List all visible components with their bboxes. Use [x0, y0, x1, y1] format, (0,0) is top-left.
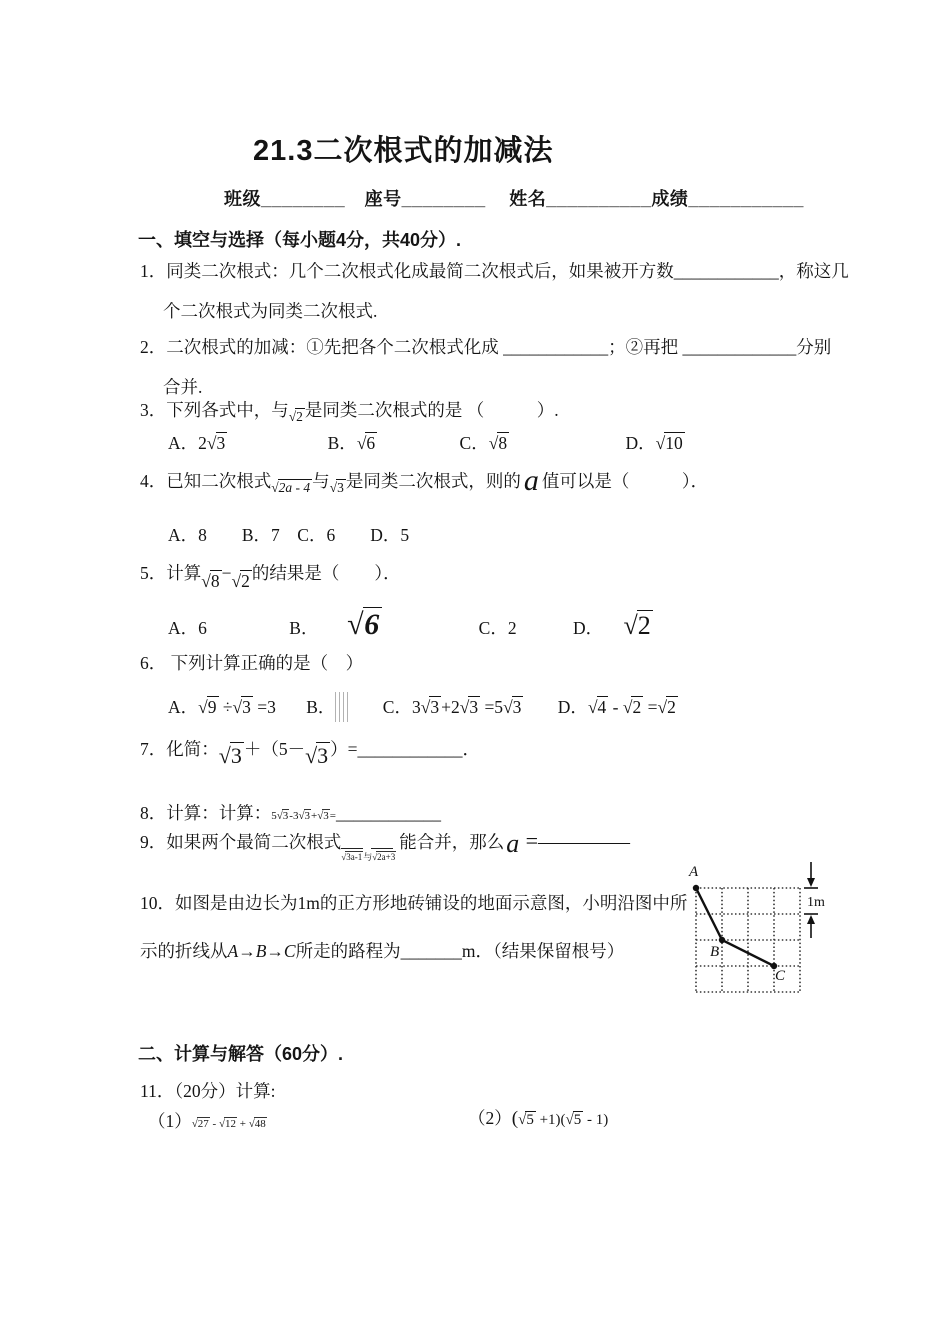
- sqrt-3-expression: [330, 480, 346, 496]
- radical-sign: √: [341, 852, 347, 862]
- seat-blank: ________: [401, 189, 486, 209]
- q4-text-mid2: 是同类二次根式，则的: [345, 471, 521, 491]
- q1-text: 1．同类二次根式：几个二次根式化成最简二次根式后，如果被开方数: [140, 261, 674, 281]
- q1-blank: ____________: [673, 261, 779, 281]
- q3-option-b: [328, 430, 378, 455]
- q4-text-mid: 与: [312, 471, 330, 491]
- question-11-part2: [468, 1105, 608, 1130]
- radical-sign: √: [231, 571, 242, 591]
- question-5-options: [168, 608, 653, 642]
- radicand: 2: [632, 697, 642, 717]
- operator: -: [608, 697, 623, 717]
- variable-a-large: a: [506, 829, 520, 858]
- sqrt-expression: [623, 697, 643, 718]
- option-label: B．: [306, 697, 336, 717]
- point-a-label: A: [689, 864, 699, 880]
- radical-sign: √: [488, 433, 499, 453]
- option-label: B．: [327, 433, 357, 453]
- name-label: 姓名: [509, 189, 547, 209]
- question-10-line1: 10．如图是由边长为1m的正方形地砖铺设的地面示意图，小明沿图中所: [140, 893, 688, 913]
- section2-heading: 二、计算与解答（60分）.: [138, 1044, 344, 1064]
- sqrt-expression: [372, 852, 396, 862]
- point-c-ref: C: [283, 941, 296, 961]
- radicand: 8: [498, 433, 508, 453]
- question-10-line2: [140, 938, 624, 963]
- class-blank: ________: [261, 189, 346, 209]
- radical-sign: √: [622, 697, 633, 717]
- q6-option-d: [558, 694, 678, 719]
- variable-a-large: a: [523, 464, 539, 497]
- question-4-options: A．8 B．7 C．6 D．5: [168, 525, 410, 545]
- radicand: 3a-1: [346, 852, 363, 862]
- radicand: 12: [225, 1118, 237, 1130]
- q4-text: 4．已知二次根式: [140, 471, 272, 491]
- question-9: [140, 828, 628, 862]
- radicand: 48: [254, 1118, 266, 1130]
- q4-text-tail: 值可以是（ ）．: [541, 471, 709, 491]
- part1-label: （1）: [148, 1111, 192, 1131]
- q9-blank-1: [341, 848, 363, 849]
- q10-text: 示的折线从: [140, 941, 228, 961]
- radical-sign: √: [271, 480, 279, 495]
- radical-sign: √: [198, 697, 208, 717]
- minus-sign: −: [221, 563, 232, 583]
- q3-text: 3．下列各式中，与: [140, 400, 289, 420]
- sqrt-expression: [277, 810, 290, 822]
- radicand: 3: [216, 433, 226, 453]
- sqrt-expression: [460, 697, 480, 718]
- q1-text-tail: ，称这几: [778, 261, 849, 281]
- question-2-line2: 合并.: [163, 377, 203, 397]
- up-arrowhead: [807, 915, 815, 924]
- point-c-label: C: [775, 968, 786, 984]
- class-label: 班级: [224, 189, 261, 209]
- floor-tile-diagram: [686, 856, 836, 1011]
- radical-sign: √: [317, 810, 324, 822]
- question-6-stem: 6． 下列计算正确的是（ ）: [140, 653, 364, 673]
- q2-blank1: ____________: [503, 337, 609, 357]
- radical-sign: √: [248, 1118, 255, 1130]
- q9-tiny-formula: [341, 850, 396, 863]
- arrow: →: [266, 941, 284, 961]
- point-a-ref: A: [227, 941, 239, 961]
- sqrt-expression: [207, 433, 227, 454]
- student-info-line: [224, 185, 804, 211]
- sqrt-6-large-expression: [347, 608, 382, 642]
- q2-text-tail: 分别: [796, 337, 832, 357]
- sqrt-8-expression: [201, 571, 221, 592]
- radical-sign: √: [206, 433, 217, 453]
- q7-text: 7．化简：: [140, 739, 219, 759]
- radicand: 4: [597, 697, 607, 717]
- sqrt-expression: [298, 810, 311, 822]
- equals-part: =3: [252, 697, 276, 717]
- middle-part: +1)(: [535, 1112, 566, 1128]
- sqrt-expression: [566, 1112, 584, 1129]
- sqrt-expression: [357, 433, 377, 454]
- q7-text-tail: ）=____________．: [330, 739, 481, 759]
- option-label: D．: [557, 697, 588, 717]
- radicand: 8: [210, 571, 220, 591]
- q9-text: 9．如果两个最简二次根式: [140, 832, 342, 852]
- radical-sign: √: [655, 433, 666, 453]
- q6-option-c: [383, 694, 524, 719]
- radicand: 2: [241, 571, 250, 591]
- radicand: 3: [323, 810, 329, 822]
- radical-sign: √: [346, 608, 365, 641]
- question-6-options: [168, 692, 678, 722]
- radicand: 9: [207, 697, 217, 717]
- operator: ÷: [218, 697, 233, 717]
- question-1-line1: [140, 258, 849, 283]
- question-11-stem: 11．（20分）计算:: [140, 1081, 276, 1101]
- question-3-stem: [140, 397, 559, 422]
- q3-option-d: [625, 430, 684, 455]
- radical-sign: √: [657, 697, 668, 717]
- sqrt-expression: [657, 697, 677, 718]
- score-label: 成绩: [651, 189, 689, 209]
- radicand: 3: [304, 810, 311, 822]
- sqrt-expression: [317, 810, 330, 822]
- point-a-dot: [693, 885, 699, 891]
- radicand: 3: [230, 743, 242, 768]
- radicand: 2a - 4: [278, 480, 311, 495]
- sqrt-expression: [219, 1118, 237, 1130]
- radical-sign: √: [218, 743, 231, 768]
- q10-text-tail: 所走的路程为_______m．（结果保留根号）: [295, 941, 625, 961]
- radicand: 3: [282, 810, 289, 822]
- operator: +2: [441, 697, 460, 717]
- radical-sign: √: [305, 743, 318, 768]
- sqrt-3-expression-2: [305, 743, 330, 769]
- point-b-label: B: [710, 944, 720, 960]
- question-2-line1: [140, 334, 831, 359]
- option-label: C．: [459, 433, 489, 453]
- q5-option-c: C．2: [478, 618, 517, 638]
- radical-sign: √: [288, 409, 297, 424]
- operator: -3: [289, 810, 299, 822]
- q3-option-a: [168, 430, 227, 455]
- q3-option-c: [460, 430, 510, 455]
- question-5-stem: [140, 560, 401, 591]
- radicand: 3: [242, 697, 251, 717]
- sqrt-2-large-expression: [624, 611, 653, 641]
- q6-option-b-garbled-formula: [335, 692, 348, 722]
- sqrt-3-expression: [219, 743, 244, 769]
- radical-sign: √: [623, 611, 638, 640]
- radical-sign: √: [329, 480, 338, 495]
- sqrt-expression: [249, 1118, 267, 1130]
- equals-part: =: [643, 697, 658, 717]
- q8-tiny-formula: [271, 810, 336, 822]
- path-a-b-c: [696, 888, 774, 966]
- q9-text-mid: 能合并，那么: [399, 832, 505, 852]
- q9-answer-line: —————: [538, 831, 629, 853]
- radical-sign: √: [565, 1112, 574, 1128]
- operator: -: [209, 1118, 219, 1130]
- sqrt-expression: [518, 1112, 536, 1129]
- equals-part: =5: [480, 697, 504, 717]
- separator: 与: [363, 852, 373, 862]
- open-paren: (: [511, 1108, 519, 1129]
- radical-sign: √: [459, 697, 470, 717]
- q11-part2-formula: [511, 1108, 609, 1129]
- sqrt-expression: [341, 852, 363, 862]
- section1-heading: 一、填空与选择（每小题4分，共40分）.: [138, 230, 462, 250]
- option-label: D．: [625, 433, 656, 453]
- radicand: 3: [430, 697, 440, 717]
- seat-label: 座号: [364, 189, 402, 209]
- q6-option-b: [306, 692, 348, 722]
- sqrt-expression: [198, 697, 218, 718]
- q5-option-a: A．6: [168, 618, 207, 638]
- radical-sign: √: [372, 852, 378, 862]
- q7-text-mid: ＋（5－: [243, 739, 306, 759]
- radical-sign: √: [232, 697, 243, 717]
- radicand: 2: [637, 611, 651, 640]
- radicand: 2: [667, 697, 676, 717]
- question-8: [140, 800, 441, 825]
- radical-sign: √: [503, 697, 513, 717]
- q3-text-tail: 是同类二次根式的是 （ ）.: [304, 400, 559, 420]
- operator: +: [237, 1118, 249, 1130]
- sqrt-expression: [232, 697, 252, 718]
- radicand: 3: [317, 743, 329, 768]
- score-blank: ___________: [688, 189, 804, 209]
- q2-blank2: _____________: [682, 337, 797, 357]
- q8-blank: ____________: [336, 803, 441, 823]
- radical-sign: √: [276, 810, 283, 822]
- sqrt-expression: [489, 433, 509, 454]
- sqrt-expression: [192, 1118, 210, 1130]
- q8-text: 8．计算：计算：: [140, 803, 272, 823]
- part2-label: （2）: [468, 1108, 512, 1128]
- option-label: A．2: [168, 433, 207, 453]
- radicand: 27: [197, 1118, 209, 1130]
- sqrt-2-expression: [231, 571, 251, 592]
- radicand: 6: [366, 433, 376, 453]
- q9-radical-pair: [341, 836, 399, 862]
- name-blank: __________: [546, 189, 652, 209]
- operator: +: [311, 810, 318, 822]
- q5-option-b-label: B．: [289, 618, 319, 638]
- dimension-label: 1m: [807, 895, 825, 910]
- radical-sign: √: [218, 1118, 226, 1130]
- q6-option-a: [168, 694, 276, 719]
- question-3-options: [168, 430, 685, 455]
- sqrt-expression: [588, 697, 608, 718]
- radical-sign: √: [201, 571, 211, 591]
- question-7: [140, 735, 481, 768]
- equals-sign: =: [525, 828, 539, 853]
- q9-blank-2: [371, 848, 393, 849]
- radical-sign: √: [587, 697, 598, 717]
- option-label: A．: [168, 697, 199, 717]
- q11-part1-formula: [192, 1118, 267, 1130]
- sqrt-expression: [503, 697, 523, 718]
- radicand: 3: [337, 480, 344, 495]
- q5-text: 5．计算: [140, 563, 202, 583]
- point-b-ref: B: [255, 941, 267, 961]
- radical-sign: √: [298, 810, 305, 822]
- q2-text: 2．二次根式的加减：①先把各个二次根式化成: [140, 337, 504, 357]
- radicand: 10: [665, 433, 683, 453]
- sqrt-expression: [421, 697, 441, 718]
- down-arrowhead: [807, 878, 815, 887]
- radical-sign: √: [518, 1112, 527, 1128]
- radicand: 2a+3: [377, 852, 396, 862]
- q5-option-d-label: D．: [572, 618, 604, 638]
- radicand: 5: [573, 1112, 582, 1128]
- radical-sign: √: [356, 433, 367, 453]
- question-1-line2: 个二次根式为同类二次根式.: [163, 301, 378, 321]
- option-label: C．: [382, 697, 412, 717]
- point-b-dot: [719, 937, 725, 943]
- q2-text-mid: ；②再把: [608, 337, 683, 357]
- radicand: 3: [469, 697, 479, 717]
- radical-sign: √: [420, 697, 431, 717]
- page-title: 21.3二次根式的加减法: [253, 135, 554, 167]
- radicand: 3: [512, 697, 522, 717]
- coefficient: 5: [271, 810, 277, 822]
- end-part: - 1): [583, 1112, 609, 1128]
- sqrt-2a-4-expression: [271, 480, 312, 496]
- question-11-part1: [148, 1108, 267, 1133]
- radicand: 2: [296, 409, 303, 424]
- coefficient: 3: [411, 697, 421, 717]
- sqrt-2-expression: [289, 409, 305, 425]
- equals-sign: =: [329, 810, 336, 822]
- arrow: →: [238, 941, 256, 961]
- radicand: 6: [364, 608, 381, 641]
- question-4-stem: [140, 464, 709, 497]
- radical-sign: √: [191, 1118, 198, 1130]
- radicand: 5: [526, 1112, 534, 1128]
- sqrt-expression: [656, 433, 685, 454]
- q5-text-tail: 的结果是（ ）．: [251, 563, 401, 583]
